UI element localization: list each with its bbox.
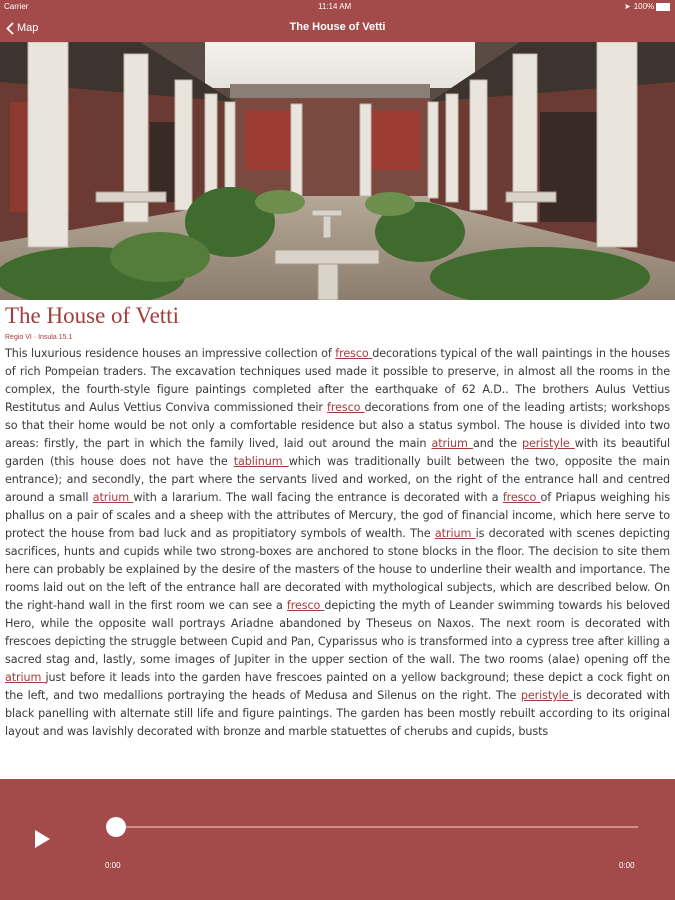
current-time: 0:00: [105, 861, 121, 870]
article-subtitle: Regio VI · Insula 15.1: [5, 334, 73, 341]
glossary-link[interactable]: atrium: [92, 491, 134, 504]
glossary-link[interactable]: peristyle: [520, 689, 573, 702]
article-text: This luxurious residence houses an impressive collection of: [5, 347, 336, 360]
status-bar: [0, 0, 675, 14]
glossary-link[interactable]: fresco: [326, 401, 365, 414]
battery-icon: [656, 3, 670, 11]
glossary-link[interactable]: fresco: [335, 347, 373, 360]
glossary-link[interactable]: fresco: [502, 491, 541, 504]
article-text: is decorated with scenes depicting sacrifices, hunts and cupids while two strong-boxes are anchored to stone blocks in the floor. The decision to site them here can probably be explained by the desire of the masters of the house to underline their wealth and importance. The rooms laid out on the left of the entrance hall are decorated with mythological subjects, which are described below. On the right-hand wall in the first room we can see a: [5, 527, 670, 612]
glossary-link[interactable]: atrium: [5, 671, 46, 684]
clock: 11:14 AM: [318, 2, 352, 11]
duration-time: 0:00: [619, 861, 635, 870]
hero-image: [0, 42, 675, 300]
battery-indicator: ➤ 100%: [624, 2, 670, 11]
page-title: The House of Vetti: [289, 21, 386, 33]
article-title: The House of Vetti: [5, 303, 179, 328]
play-button[interactable]: [32, 829, 52, 849]
article-text: decorations from one of the leading artists; workshops so that their home would be not only a comfortable residence but also a status symbol. The house is divided into two areas: firstly, the part in which the family lived, laid out around the main: [5, 401, 670, 450]
article-text: and the: [472, 437, 522, 450]
article-text: decorations typical of the wall paintings in the houses of rich Pompeian traders. The excavation techniques used made it possible to preserve, in almost all the rooms in the complex, the fourth-style figure paintings completed after the earthquake of 62 A.D.. The brothers Aulus Vettius Restitutus and Aulus Vettius Conviva commissioned their: [5, 347, 670, 414]
glossary-link[interactable]: atrium: [431, 437, 473, 450]
article-text: with its beautiful garden (this house does not have the: [5, 437, 670, 468]
glossary-link[interactable]: atrium: [434, 527, 476, 540]
glossary-link[interactable]: fresco: [286, 599, 325, 612]
location-icon: ➤: [624, 2, 631, 11]
article-text: is decorated with black panelling with alternate still life and figure paintings. The garden has been mostly rebuilt according to its original layout and was lavishly decorated with bronze and marble statuettes of cherubs and cupids, busts: [5, 689, 670, 738]
article-body: [5, 345, 670, 777]
article-text: with a lararium. The wall facing the entrance is decorated with a: [133, 491, 503, 504]
carrier-label: Carrier: [4, 2, 29, 11]
progress-track[interactable]: [108, 826, 638, 828]
article-text: just before it leads into the garden have frescoes painted on a yellow background; these depict a cock fight on the left, and two medallions portraying the heads of Medusa and Silenus on the right. The: [5, 671, 670, 702]
article-text: which was traditionally built between the two, opposite the main entrance); and secondly, the part where the servants lived and worked, on the right of the entrance hall and centred around a small: [5, 455, 670, 504]
article-text: of Priapus weighing his phallus on a pair of scales and a sheep with the attributes of Mercury, the god of financial income, which here serve to protect the house from bad luck and as propitiatory symbols of wealth. The: [5, 491, 670, 540]
play-icon: [32, 829, 52, 849]
progress-knob[interactable]: [106, 817, 126, 837]
article-text: depicting the myth of Leander swimming towards his beloved Hero, while the opposite wall portrays Ariadne abandoned by Theseus on Naxos. The next room is decorated with frescoes depicting the struggle between Cupid and Pan, Cyparissus who is transformed into a cypress tree after killing a sacred stag and, lastly, some images of Jupiter in the upper section of the wall. The two rooms (alae) opening off the: [5, 599, 670, 666]
back-label: Map: [17, 22, 39, 34]
audio-player: [0, 779, 675, 900]
navigation-bar: [0, 14, 675, 42]
glossary-link[interactable]: tablinum: [233, 455, 289, 468]
glossary-link[interactable]: peristyle: [522, 437, 575, 450]
